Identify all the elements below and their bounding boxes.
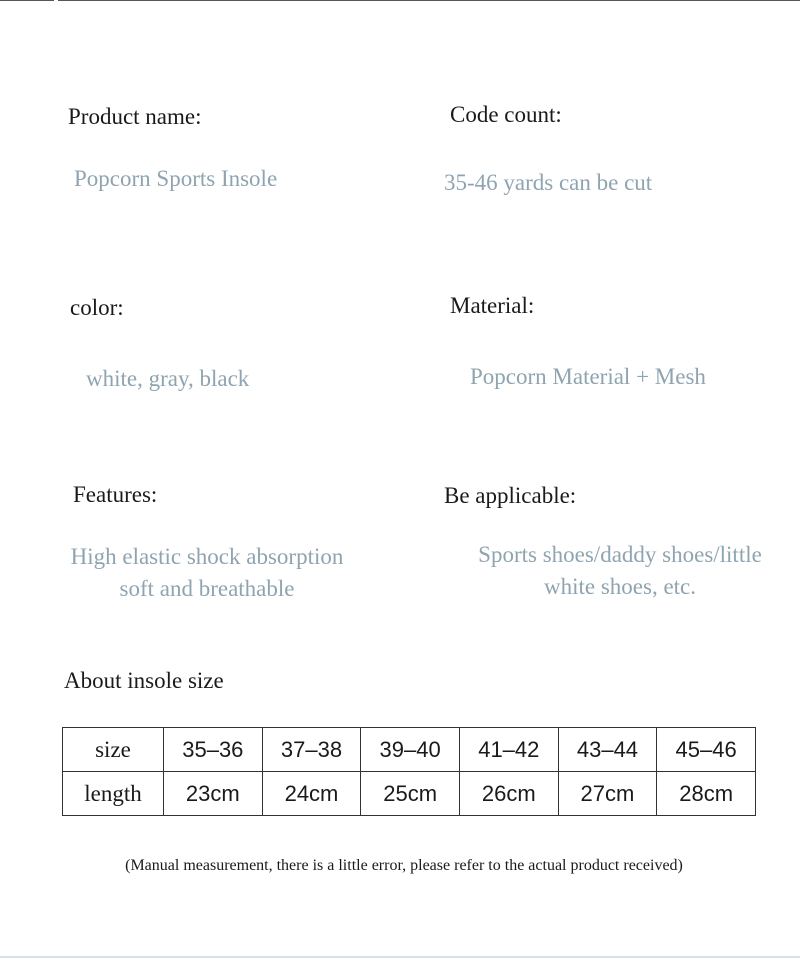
top-divider-left [0,0,54,1]
features-line-1: High elastic shock absorption [70,544,344,569]
features-value [40,541,374,605]
material-value: Popcorn Material + Mesh [470,364,706,389]
size-cell: 43–44 [558,728,657,772]
size-cell: 37–38 [262,728,361,772]
size-cell: 41–42 [459,728,558,772]
length-cell: 26cm [459,772,558,816]
size-table [62,727,756,816]
size-heading: About insole size [64,668,224,693]
applicable-line-2: white shoes, etc. [543,574,696,599]
top-divider [58,0,800,1]
size-cell: 39–40 [361,728,460,772]
length-cell: 23cm [164,772,263,816]
length-cell: 25cm [361,772,460,816]
size-row-label: size [63,728,164,772]
features-line-2: soft and breathable [119,576,295,601]
length-cell: 24cm [262,772,361,816]
code-count-value: 35-46 yards can be cut [444,170,653,195]
size-cell: 45–46 [657,728,756,772]
applicable-value [444,539,796,603]
size-row [63,728,756,772]
length-row [63,772,756,816]
measurement-note: (Manual measurement, there is a little error, please refer to the actual product received) [125,857,683,874]
length-cell: 28cm [657,772,756,816]
code-count-label: Code count: [450,102,562,127]
applicable-line-1: Sports shoes/daddy shoes/little [478,542,762,567]
length-row-label: length [63,772,164,816]
product-name-value: Popcorn Sports Insole [74,166,278,191]
color-value: white, gray, black [86,366,250,391]
applicable-label: Be applicable: [444,483,577,508]
material-label: Material: [450,293,535,318]
length-cell: 27cm [558,772,657,816]
size-cell: 35–36 [164,728,263,772]
product-name-label: Product name: [68,104,202,129]
color-label: color: [70,295,124,320]
features-label: Features: [73,482,158,507]
